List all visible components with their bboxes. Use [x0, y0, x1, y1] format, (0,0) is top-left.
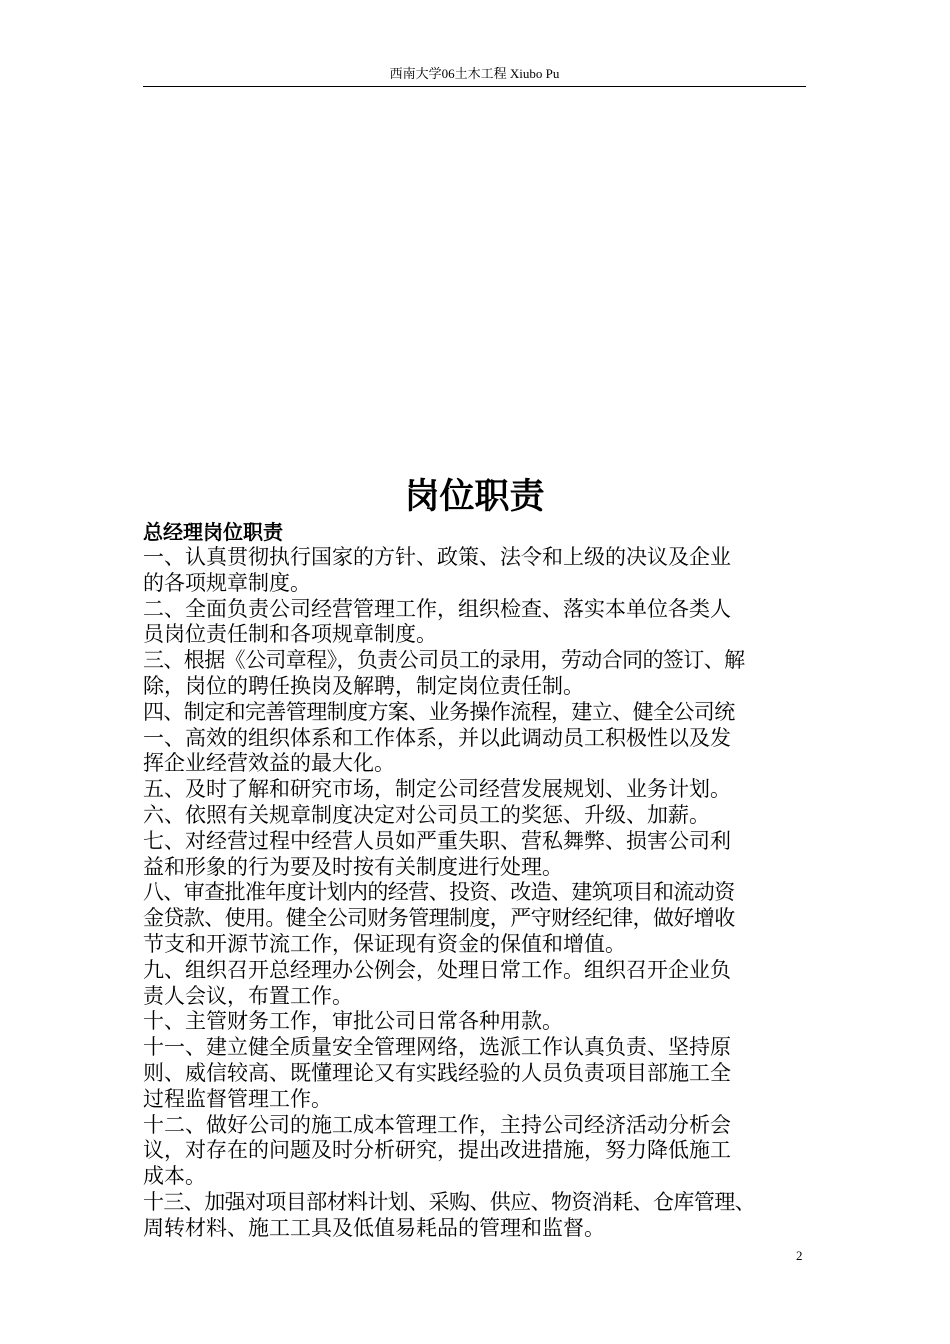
paragraph-line: 金贷款、使用。健全公司财务管理制度，严守财经纪律，做好增收	[143, 906, 735, 931]
paragraph-line: 六、依照有关规章制度决定对公司员工的奖惩、升级、加薪。	[143, 802, 710, 827]
paragraph-line: 一、高效的组织体系和工作体系，并以此调动员工积极性以及发	[143, 725, 731, 750]
paragraph-line: 十、主管财务工作，审批公司日常各种用款。	[143, 1009, 563, 1034]
paragraph-line: 十一、建立健全质量安全管理网络，选派工作认真负责、坚持原	[143, 1035, 731, 1060]
document-body	[143, 519, 813, 1242]
paragraph-line: 过程监督管理工作。	[143, 1086, 332, 1111]
paragraph-line: 一、认真贯彻执行国家的方针、政策、法令和上级的决议及企业	[143, 545, 731, 569]
paragraph-line: 成本。	[143, 1164, 206, 1189]
paragraph-line: 节支和开源节流工作，保证现有资金的保值和增值。	[143, 931, 626, 956]
paragraph-line: 责人会议，布置工作。	[143, 983, 353, 1008]
paragraph-line: 二、全面负责公司经营管理工作，组织检查、落实本单位各类人	[143, 596, 731, 621]
paragraph-line: 则、威信较高、既懂理论又有实践经验的人员负责项目部施工全	[143, 1060, 731, 1085]
paragraph-line: 九、组织召开总经理办公例会，处理日常工作。组织召开企业负	[143, 957, 731, 982]
paragraph-line: 挥企业经营效益的最大化。	[143, 751, 395, 776]
paragraph-line: 的各项规章制度。	[143, 570, 311, 595]
paragraph-line: 周转材料、施工工具及低值易耗品的管理和监督。	[143, 1215, 605, 1240]
paragraph-line: 八、审查批准年度计划内的经营、投资、改造、建筑项目和流动资	[143, 880, 735, 905]
paragraph-line: 七、对经营过程中经营人员如严重失职、营私舞弊、损害公司利	[143, 828, 731, 853]
section-heading: 总经理岗位职责	[143, 520, 283, 544]
paragraph-line: 员岗位责任制和各项规章制度。	[143, 622, 437, 647]
paragraph-line: 议，对存在的问题及时分析研究，提出改进措施，努力降低施工	[143, 1138, 731, 1163]
paragraph-line: 除，岗位的聘任换岗及解聘，制定岗位责任制。	[143, 673, 584, 698]
paragraph-line: 益和形象的行为要及时按有关制度进行处理。	[143, 854, 563, 879]
paragraph-line: 十二、做好公司的施工成本管理工作，主持公司经济活动分析会	[143, 1112, 731, 1137]
paragraph-line: 三、根据《公司章程》，负责公司员工的录用，劳动合同的签订、解	[143, 648, 745, 673]
paragraph-line: 十三、加强对项目部材料计划、采购、供应、物资消耗、仓库管理、	[143, 1189, 755, 1214]
paragraph-line: 五、及时了解和研究市场，制定公司经营发展规划、业务计划。	[143, 777, 731, 802]
paragraph-line: 四、制定和完善管理制度方案、业务操作流程，建立、健全公司统	[143, 699, 735, 724]
page-number: 2	[796, 1248, 803, 1263]
page-header: 西南大学06土木工程 Xiubo Pu	[143, 64, 806, 87]
document-title: 岗位职责	[404, 477, 545, 517]
